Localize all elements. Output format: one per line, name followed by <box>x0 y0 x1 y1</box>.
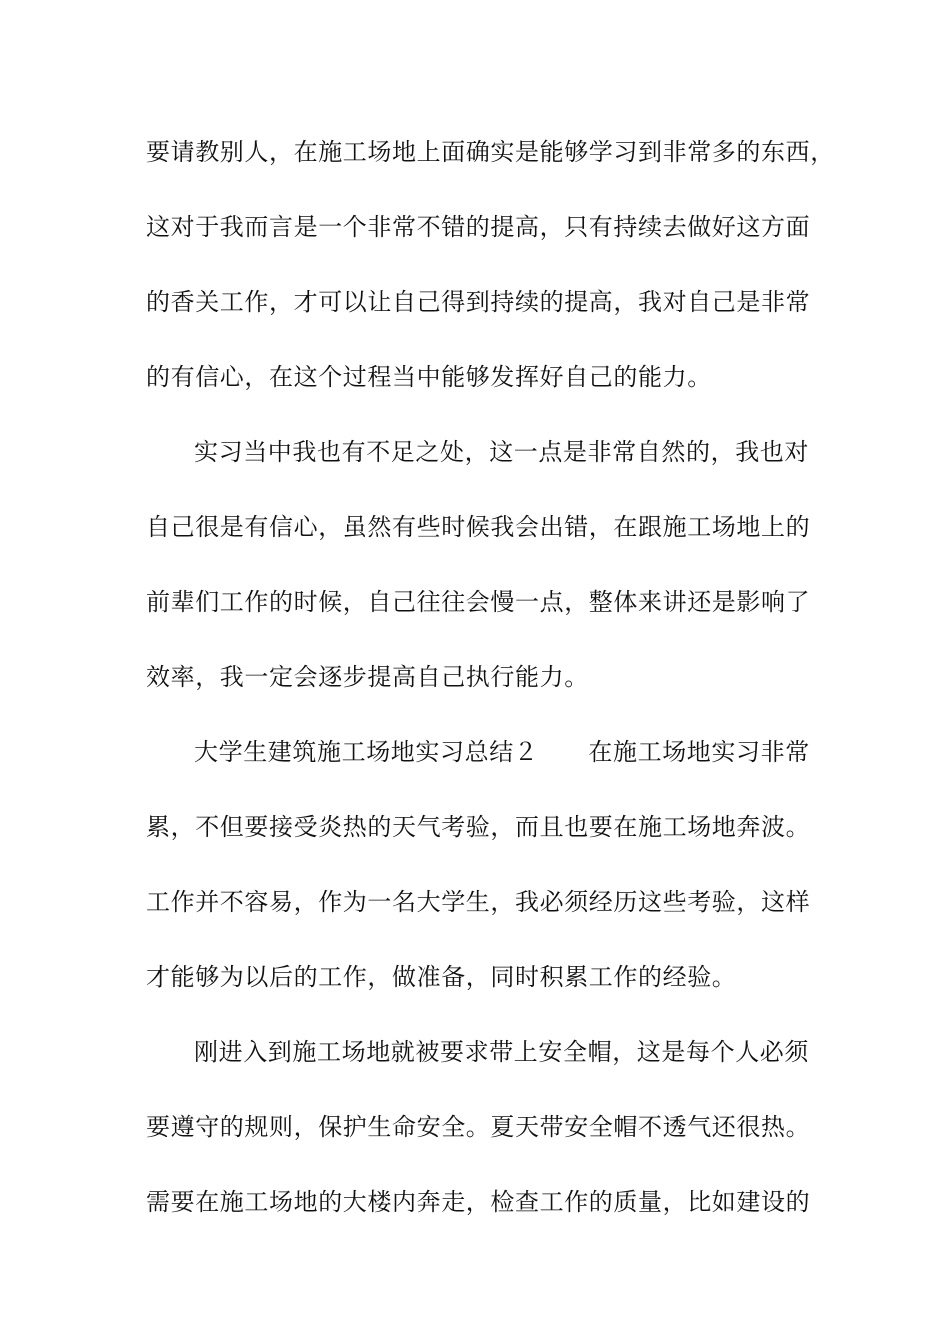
text-fragment: 在施工场地实习非常 <box>588 738 810 766</box>
text-line: 要遵守的规则，保护生命安全。夏天带安全帽不透气还很热。 <box>146 1113 811 1141</box>
text-line: 前辈们工作的时候，自己往往会慢一点，整体来讲还是影响了 <box>146 588 811 616</box>
text-line: 累，不但要接受炎热的天气考验，而且也要在施工场地奔波。 <box>146 813 811 841</box>
text-line: 需要在施工场地的大楼内奔走，检查工作的质量，比如建设的 <box>146 1188 811 1216</box>
text-line: 实习当中我也有不足之处，这一点是非常自然的，我也对 <box>194 438 809 466</box>
text-line: 的有信心，在这个过程当中能够发挥好自己的能力。 <box>146 363 712 391</box>
text-line: 刚进入到施工场地就被要求带上安全帽，这是每个人必须 <box>194 1038 809 1066</box>
text-line: 要请教别人，在施工场地上面确实是能够学习到非常多的东西， <box>146 138 835 166</box>
section-heading: 大学生建筑施工场地实习总结２ <box>194 738 539 766</box>
text-line: 这对于我而言是一个非常不错的提高，只有持续去做好这方面 <box>146 213 811 241</box>
section-heading-line <box>194 732 814 772</box>
text-line: 工作并不容易，作为一名大学生，我必须经历这些考验，这样 <box>146 888 811 916</box>
text-line: 的香关工作，才可以让自己得到持续的提高，我对自己是非常 <box>146 288 811 316</box>
text-line: 才能够为以后的工作，做准备，同时积累工作的经验。 <box>146 963 737 991</box>
text-line: 自己很是有信心，虽然有些时候我会出错，在跟施工场地上的 <box>146 513 811 541</box>
text-line: 效率，我一定会逐步提高自己执行能力。 <box>146 663 589 691</box>
